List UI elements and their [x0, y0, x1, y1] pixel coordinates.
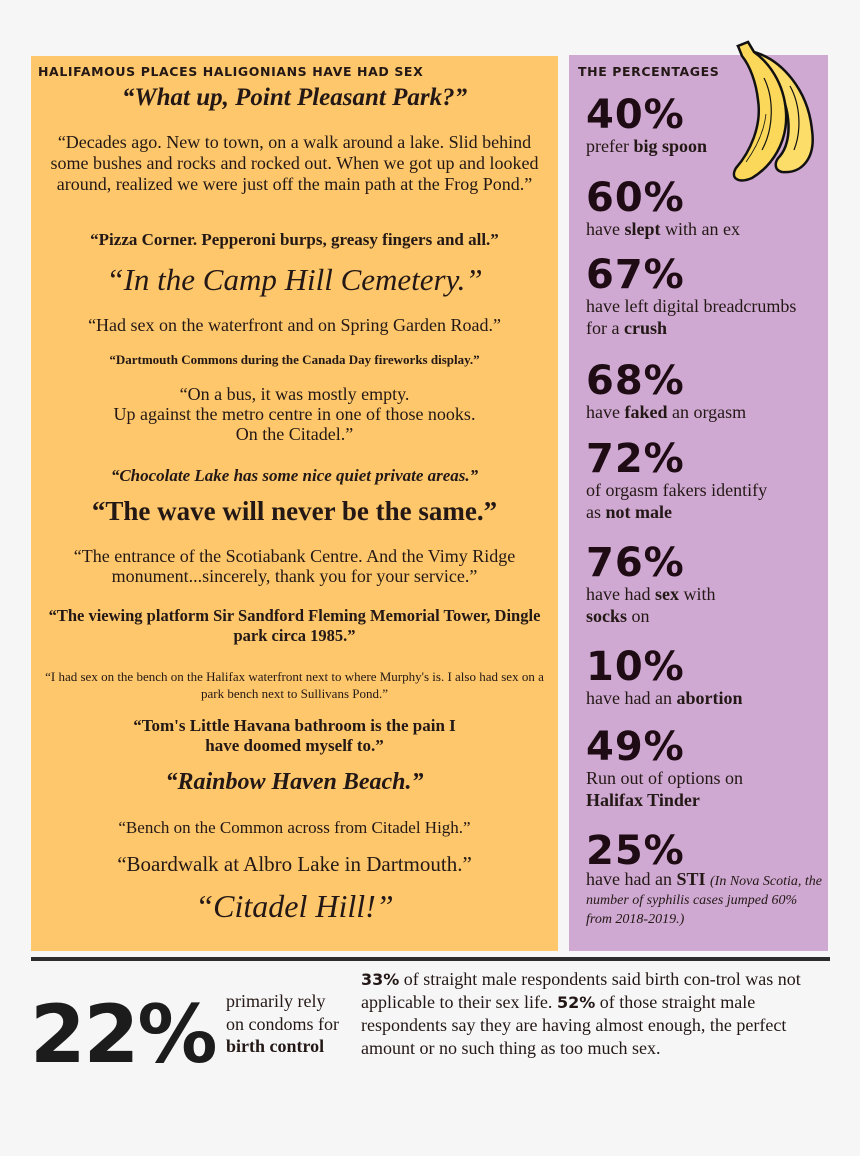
- quote-bus-3: On the Citadel.”: [235, 424, 354, 444]
- banana-icon: [724, 38, 824, 186]
- stat-value: 60%: [586, 175, 685, 221]
- stat-desc: have had an abortion: [586, 688, 743, 708]
- quote-scotiabank: “The entrance of the Scotiabank Centre. And the Vimy Ridge monument...sincerely, thank you for your service.”: [73, 546, 516, 586]
- quote-pizza-corner: “Pizza Corner. Pepperoni burps, greasy fingers and all.”: [90, 230, 499, 249]
- stat-fakers-not-male: [586, 436, 771, 523]
- quote-dartmouth-commons: “Dartmouth Commons during the Canada Day fireworks display.”: [109, 352, 480, 367]
- stat-desc: of orgasm fakers identify as not male: [586, 480, 768, 522]
- percentages-panel: [569, 55, 828, 951]
- stat-faked-orgasm: [586, 358, 826, 423]
- quote-fleming-tower: “The viewing platform Sir Sandford Fleming Memorial Tower, Dingle park circa 1985.”: [48, 606, 541, 645]
- stat-value: 40%: [586, 92, 685, 138]
- stat-abortion: [586, 644, 826, 709]
- stat-value: 76%: [586, 540, 685, 586]
- stat-value: 49%: [586, 724, 685, 770]
- quote-murphys: “I had sex on the bench on the Halifax waterfront next to where Murphy's is. I also had sex on a park bench next to Sullivans Pond.”: [45, 669, 544, 701]
- condom-stat-value: 22%: [30, 988, 216, 1081]
- quote-wave: “The wave will never be the same.”: [91, 496, 498, 526]
- quote-bus-2: Up against the metro centre in one of those nooks.: [113, 404, 476, 424]
- quote-citadel-high: “Bench on the Common across from Citadel High.”: [118, 818, 471, 837]
- stat-desc: have had an STI (In Nova Scotia, the number of syphilis cases jumped 60% from 2018-2019.): [586, 869, 822, 927]
- quote-frog-pond: “Decades ago. New to town, on a walk around a lake. Slid behind some bushes and rocks and rocked out. When we got up and looked around, realized we were just off the main path at the Frog Pond.”: [50, 132, 539, 194]
- section-divider: [31, 957, 830, 961]
- stat-value: 10%: [586, 644, 685, 690]
- quote-bus-1: “On a bus, it was mostly empty.: [179, 384, 410, 404]
- stat-desc: have had sex with socks on: [586, 584, 716, 626]
- stat-value: 68%: [586, 358, 685, 404]
- quote-camp-hill: “In the Camp Hill Cemetery.”: [106, 262, 483, 297]
- quote-chocolate-lake: “Chocolate Lake has some nice quiet private areas.”: [110, 466, 479, 485]
- stat-desc: Run out of options on Halifax Tinder: [586, 768, 744, 810]
- places-kicker: HALIFAMOUS PLACES HALIGONIANS HAVE HAD SEX: [38, 64, 424, 79]
- stat-desc: have left digital breadcrumbs for a crush: [586, 296, 797, 338]
- quote-little-havana: “Tom's Little Havana bathroom is the pain I have doomed myself to.”: [133, 716, 456, 755]
- stat-value: 67%: [586, 252, 685, 298]
- condom-stat-desc: primarily rely on condoms for birth control: [226, 991, 339, 1056]
- stat-socks: [586, 540, 756, 627]
- stat-value: 25%: [586, 828, 685, 874]
- stat-desc: prefer big spoon: [586, 136, 708, 156]
- stat-halifax-tinder: [586, 724, 786, 811]
- stat-value: 72%: [586, 436, 685, 482]
- stat-desc: have faked an orgasm: [586, 402, 747, 422]
- straight-male-footnote: 33% of straight male respondents said birth con-trol was not applicable to their sex life. 52% of those straight male respondents say they are having almost enough, the perfect amount or no such thing as too much sex.: [361, 969, 801, 1058]
- percentages-kicker: THE PERCENTAGES: [578, 64, 720, 79]
- stat-breadcrumbs: [586, 252, 806, 339]
- quote-waterfront: “Had sex on the waterfront and on Spring Garden Road.”: [88, 315, 501, 335]
- quote-rainbow-haven: “Rainbow Haven Beach.”: [165, 769, 424, 795]
- stat-desc: have slept with an ex: [586, 219, 740, 239]
- quote-point-pleasant: “What up, Point Pleasant Park?”: [121, 84, 468, 111]
- stat-sti: [586, 828, 822, 928]
- stat-slept-with-ex: [586, 175, 826, 240]
- quote-citadel-hill: “Citadel Hill!”: [195, 888, 394, 924]
- sti-note: (In Nova Scotia, the number of syphilis cases jumped 60% from 2018-2019.): [586, 874, 822, 927]
- places-panel: [31, 56, 558, 951]
- quote-albro-lake: “Boardwalk at Albro Lake in Dartmouth.”: [117, 852, 472, 876]
